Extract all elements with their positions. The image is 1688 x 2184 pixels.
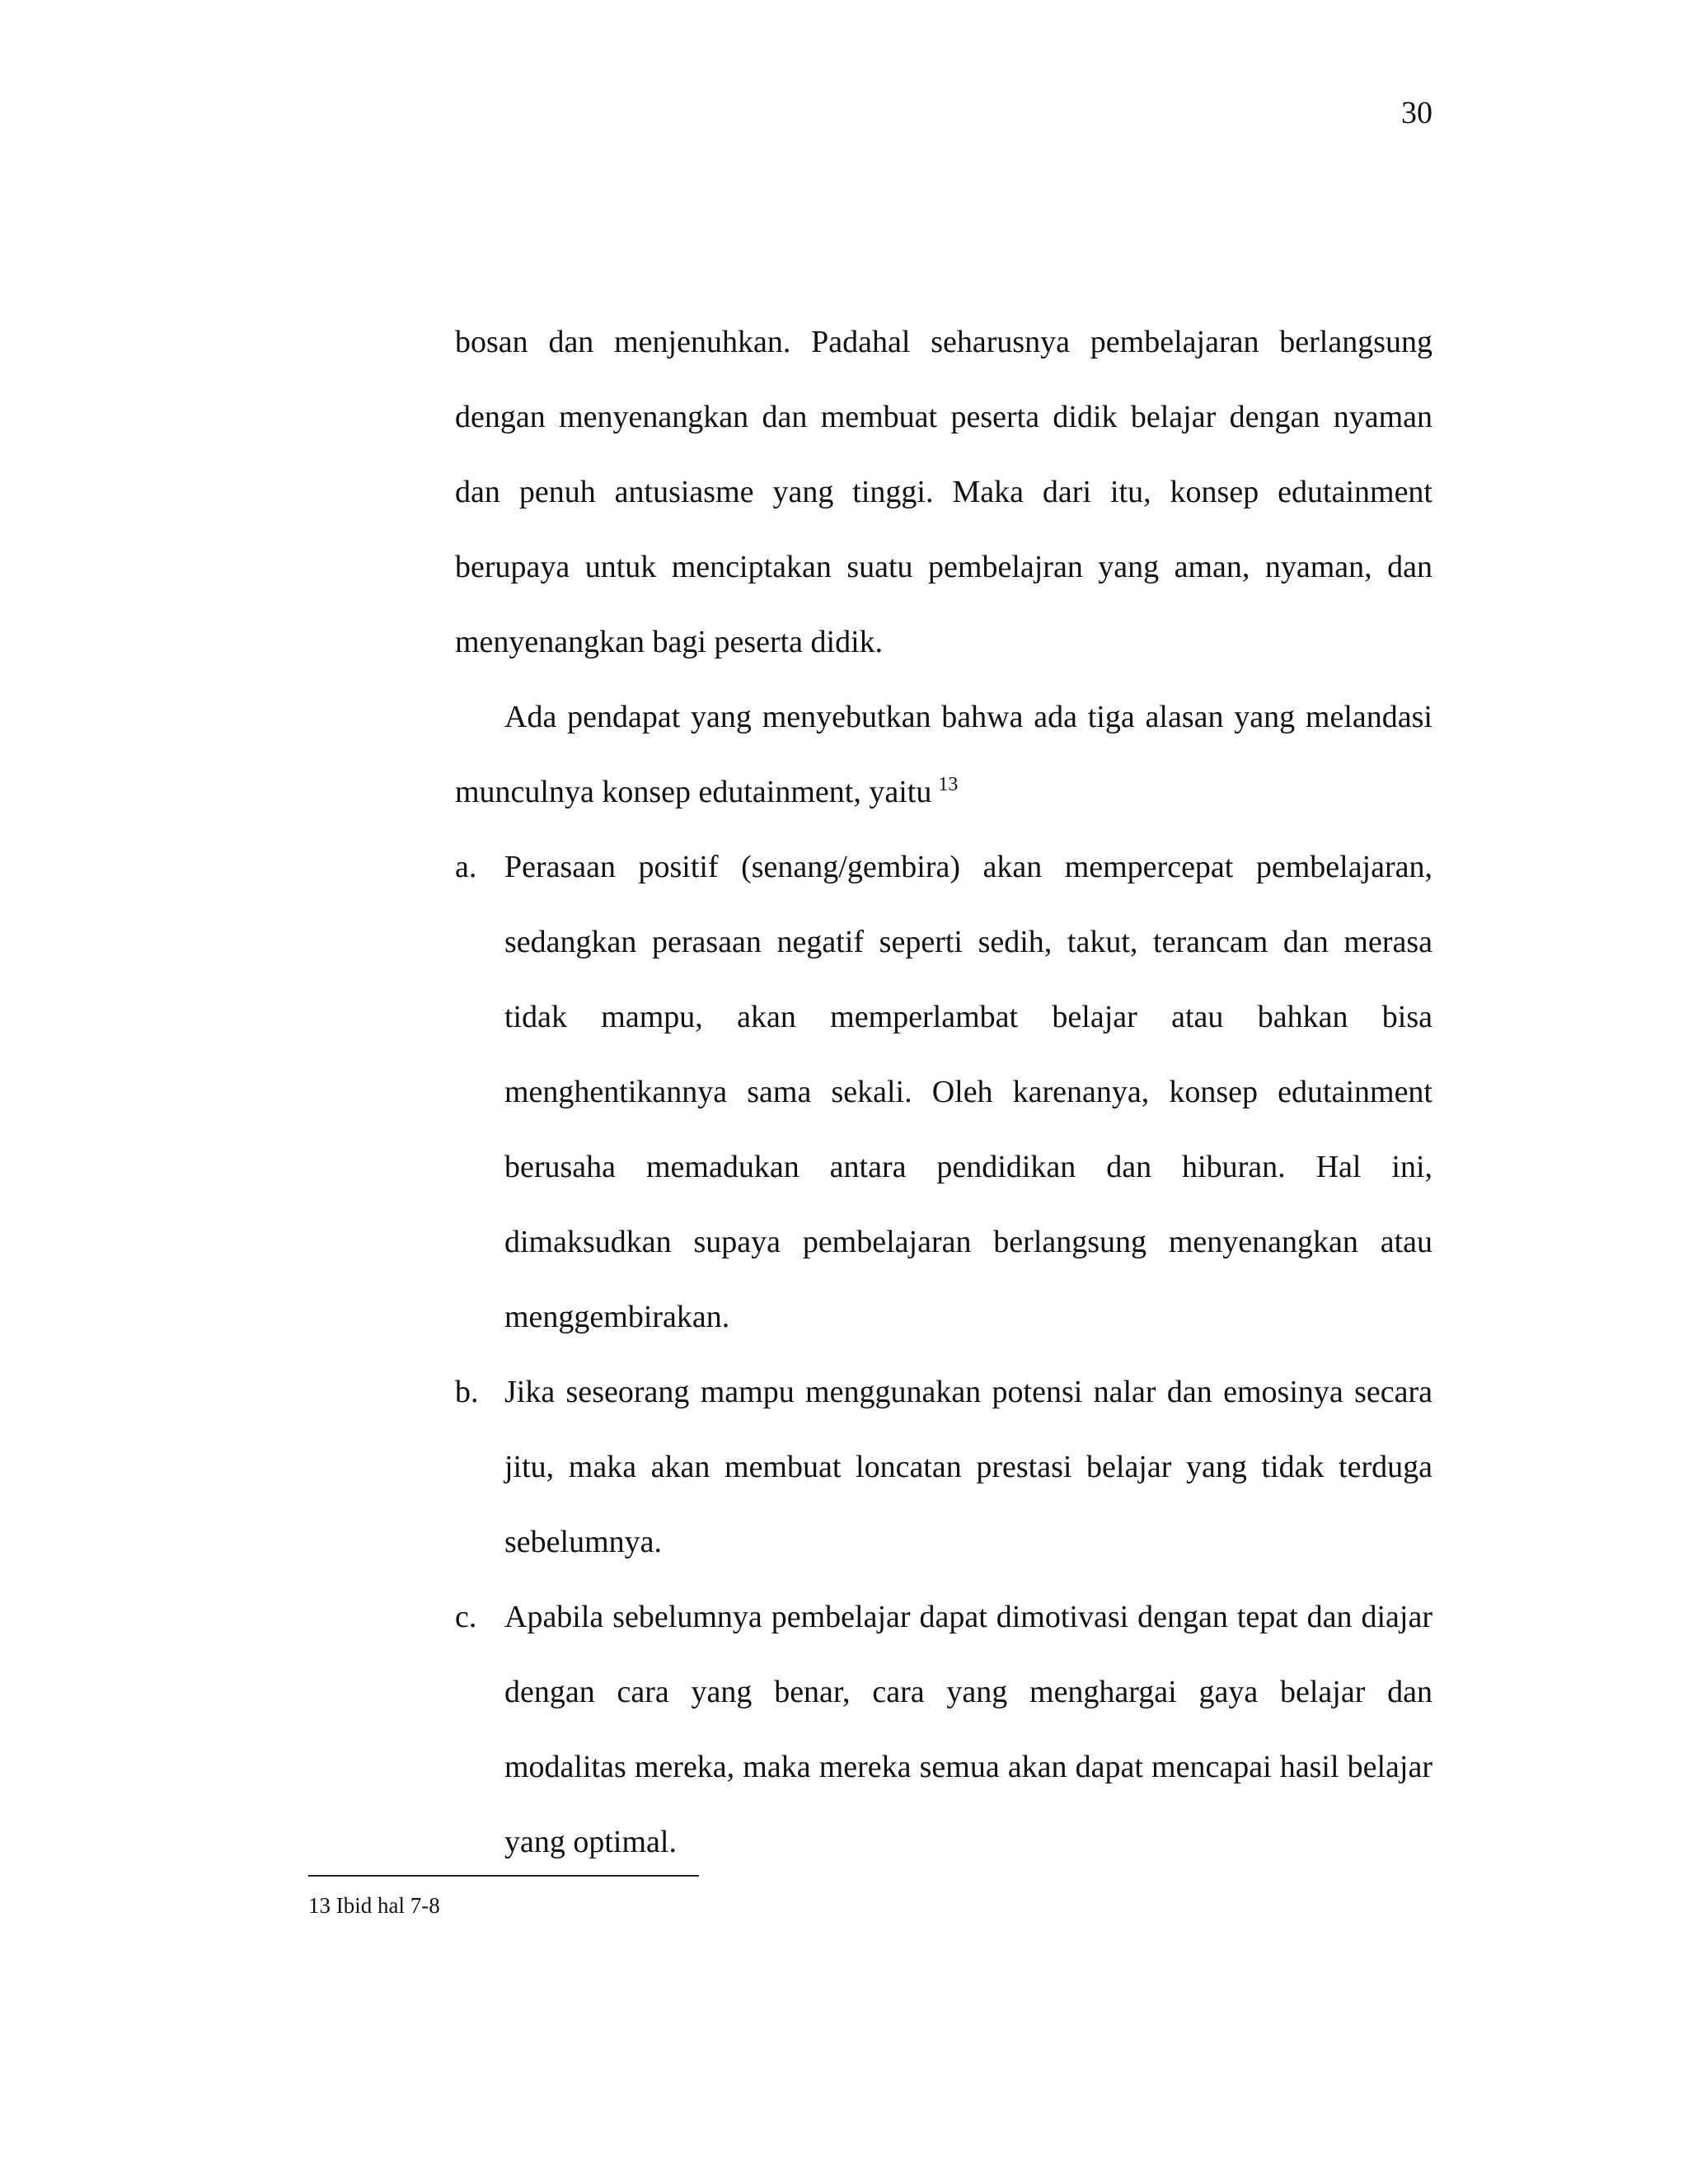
list-marker: b. (455, 1375, 479, 1409)
list-item-text: Perasaan positif (senang/gembira) akan mempercepat pembelajaran, sedangkan perasaan negatif seperti sedih, takut, terancam dan merasa tidak mampu, akan memperlambat belajar atau bahkan bisa menghentikannya sama sekali. Oleh karenanya, konsep edutainment berusaha memadukan antara pendidikan dan hiburan. Hal ini, dimaksudkan supaya pembelajaran berlangsung menyenangkan atau menggembirakan. (504, 850, 1432, 1334)
list-item-text: Apabila sebelumnya pembelajar dapat dimotivasi dengan tepat dan diajar dengan cara yang benar, cara yang menghargai gaya belajar dan modalitas mereka, maka mereka semua akan dapat mencapai hasil belajar yang optimal. (504, 1600, 1432, 1859)
list-item-text: Jika seseorang mampu menggunakan potensi nalar dan emosinya secara jitu, maka akan membuat loncatan prestasi belajar yang tidak terduga sebelumnya. (504, 1375, 1432, 1559)
footnote-divider (308, 1875, 699, 1877)
list-marker: c. (455, 1600, 477, 1634)
footnote-reference: 13 (938, 774, 959, 796)
reasons-list (455, 830, 1432, 1880)
paragraph-continuation: bosan dan menjenuhkan. Padahal seharusnya pembelajaran berlangsung dengan menyenangkan dan membuat peserta didik belajar dengan nyaman dan penuh antusiasme yang tinggi. Maka dari itu, konsep edutainment berupaya untuk menciptakan suatu pembelajran yang aman, nyaman, dan menyenangkan bagi peserta didik. (455, 325, 1432, 659)
list-item (455, 830, 1432, 1355)
paragraph-intro (455, 680, 1432, 830)
list-item (455, 1355, 1432, 1580)
page-number: 30 (1401, 96, 1432, 130)
list-item (455, 1580, 1432, 1880)
footnote: 13 Ibid hal 7-8 (308, 1893, 440, 1918)
list-marker: a. (455, 850, 477, 884)
paragraph-intro-text: Ada pendapat yang menyebutkan bahwa ada tiga alasan yang melandasi munculnya konsep edutainment, yaitu (455, 700, 1432, 809)
body-text (455, 305, 1432, 1880)
